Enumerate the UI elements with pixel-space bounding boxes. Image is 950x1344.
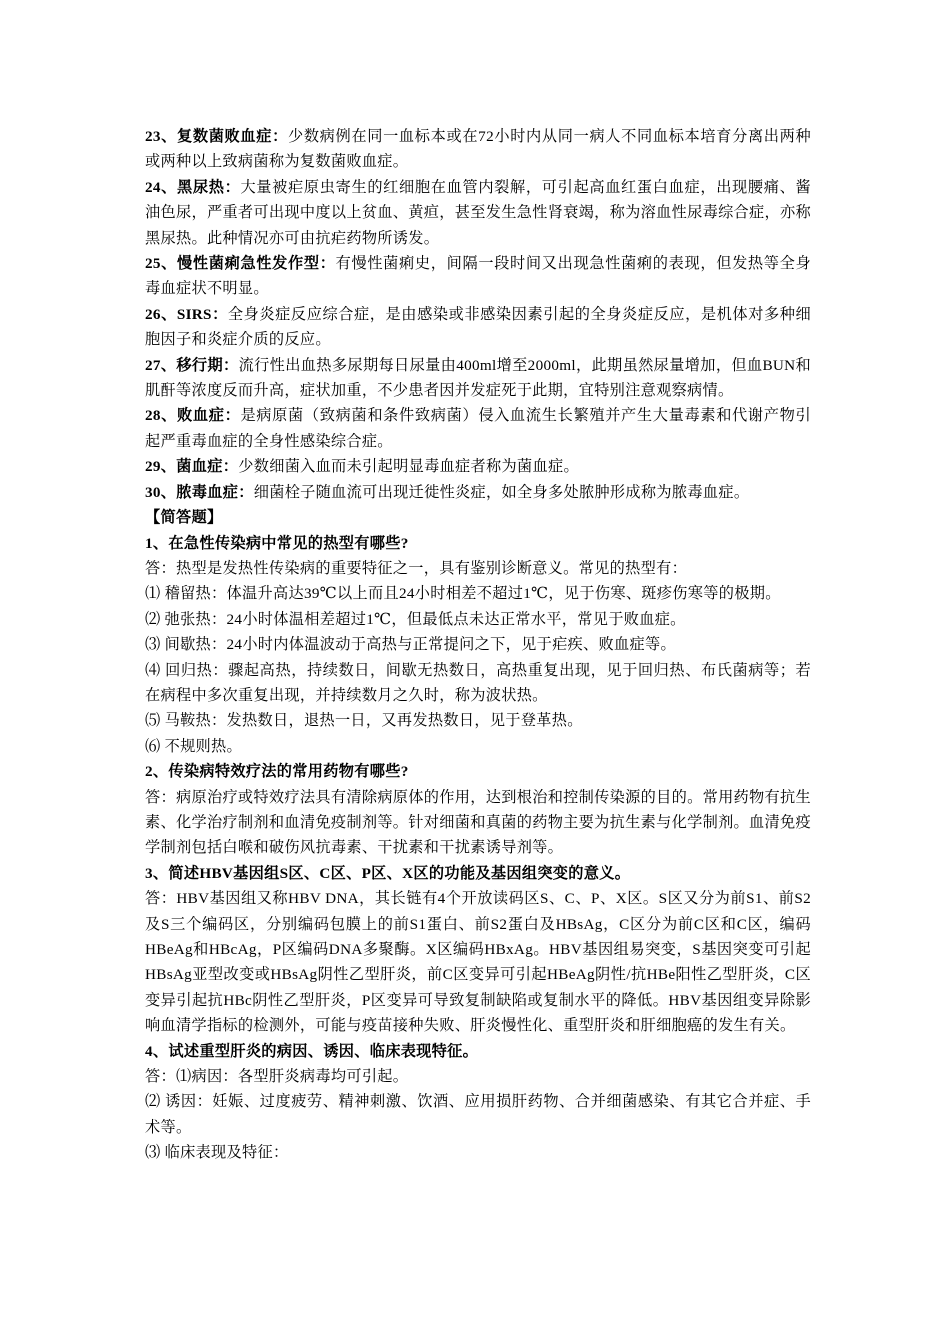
definition-text: 全身炎症反应综合症，是由感染或非感染因素引起的全身炎症反应，是机体对多种细胞因子和炎症介质的反应。 — [145, 305, 811, 349]
answer-paragraph: ⑶ 临床表现及特征： — [145, 1144, 289, 1162]
definition-text: 流行性出血热多尿期每日尿量由400ml增至2000ml，此期虽然尿量增加，但血BUN和肌酐等浓度反而升高，症状加重，不少患者因并发症死于此期，宜特别注意观察病情。 — [145, 356, 811, 400]
definition-27 — [145, 353, 811, 404]
definition-25 — [145, 251, 811, 302]
definition-term: 27、移行期： — [145, 356, 239, 374]
answer-paragraph: ⑵ 弛张热：24小时体温相差超过1℃，但最低点未达正常水平，常见于败血症。 — [145, 610, 686, 628]
definition-text: 细菌栓子随血流可出现迁徙性炎症，如全身多处脓肿形成称为脓毒血症。 — [253, 483, 750, 501]
answer-paragraph: 答：⑴病因：各型肝炎病毒均可引起。 — [145, 1068, 409, 1086]
question-4-title: 4、试述重型肝炎的病因、诱因、临床表现特征。 — [145, 1042, 479, 1060]
answer-paragraph: 答：HBV基因组又称HBV DNA，其长链有4个开放读码区S、C、P、X区。S区又分为前S1、前S2及S三个编码区，分别编码包膜上的前S1蛋白、前S2蛋白及HBsAg，C区分为前C区和C区，编码HBeAg和HBcAg，P区编码DNA多聚酶。X区编码HBxAg。HBV基因组易突变，S基因突变可引起HBsAg亚型改变或HBsAg阴性乙型肝炎，前C区变异可引起HBeAg阴性/抗HBe阳性乙型肝炎，C区变异引起抗HBc阴性乙型肝炎，P区变异可导致复制缺陷或复制水平的降低。HBV基因组变异除影响血清学指标的检测外，可能与疫苗接种失败、肝炎慢性化、重型肝炎和肝细胞癌的发生有关。 — [145, 890, 811, 1035]
definition-text: 是病原菌（致病菌和条件致病菌）侵入血流生长繁殖并产生大量毒素和代谢产物引起严重毒血症的全身性感染综合症。 — [145, 407, 811, 450]
definition-24 — [145, 175, 811, 251]
definition-term: 23、复数菌败血症： — [145, 128, 288, 145]
question-1-title: 1、在急性传染病中常见的热型有哪些? — [145, 534, 409, 552]
answer-paragraph: ⑶ 间歇热：24小时内体温波动于高热与正常提问之下，见于疟疾、败血症等。 — [145, 636, 676, 654]
definition-term: 29、菌血症： — [145, 458, 239, 476]
definition-term: 30、脓毒血症： — [145, 483, 254, 501]
answer-paragraph: 答：热型是发热性传染病的重要特征之一，具有鉴别诊断意义。常见的热型有： — [145, 559, 688, 577]
answer-paragraph: ⑷ 回归热：骤起高热，持续数日，间歇无热数日，高热重复出现，见于回归热、布氏菌病等；若在病程中多次重复出现，并持续数月之久时，称为波状热。 — [145, 661, 811, 704]
question-2-title: 2、传染病特效疗法的常用药物有哪些? — [145, 763, 409, 781]
definition-23 — [145, 124, 811, 175]
section-title: 【简答题】 — [145, 509, 223, 527]
answer-paragraph: ⑹ 不规则热。 — [145, 737, 243, 755]
definition-text: 少数病例在同一血标本或在72小时内从同一病人不同血标本培育分离出两种或两种以上致病菌称为复数菌败血症。 — [145, 128, 812, 171]
answer-paragraph: ⑵ 诱因：妊娠、过度疲劳、精神刺激、饮酒、应用损肝药物、合并细菌感染、有其它合并症、手术等。 — [145, 1093, 811, 1136]
definition-text: 少数细菌入血而未引起明显毒血症者称为菌血症。 — [238, 458, 579, 476]
answer-paragraph: ⑸ 马鞍热：发热数日，退热一日，又再发热数日，见于登革热。 — [145, 712, 583, 730]
definition-term: 28、败血症： — [145, 407, 241, 425]
definition-28 — [145, 403, 811, 454]
document-page — [145, 124, 811, 1166]
answer-paragraph: 答：病原治疗或特效疗法具有清除病原体的作用，达到根治和控制传染源的目的。常用药物有抗生素、化学治疗制剂和血清免疫制剂等。针对细菌和真菌的药物主要为抗生素与化学制剂。血清免疫学制剂包括白喉和破伤风抗毒素、干扰素和干扰素诱导剂等。 — [145, 788, 811, 857]
definition-term: 25、慢性菌痢急性发作型： — [145, 255, 336, 273]
question-3-title: 3、简述HBV基因组S区、C区、P区、X区的功能及基因组突变的意义。 — [145, 864, 631, 882]
definition-26 — [145, 302, 811, 353]
definition-30 — [145, 480, 811, 505]
answer-paragraph: ⑴ 稽留热：体温升高达39℃以上而且24小时相差不超过1℃，见于伤寒、斑疹伤寒等的极期。 — [145, 585, 781, 603]
definition-term: 26、SIRS： — [145, 305, 228, 323]
definition-29 — [145, 454, 811, 479]
definition-text: 有慢性菌痢史，间隔一段时间又出现急性菌痢的表现，但发热等全身毒血症状不明显。 — [145, 255, 811, 298]
definition-text: 大量被疟原虫寄生的红细胞在血管内裂解，可引起高血红蛋白血症，出现腰痛、酱油色尿，严重者可出现中度以上贫血、黄疸，甚至发生急性肾衰竭，称为溶血性尿毒综合症，亦称黑尿热。此种情况亦可由抗疟药物所诱发。 — [145, 178, 811, 247]
definition-term: 24、黑尿热： — [145, 178, 241, 196]
